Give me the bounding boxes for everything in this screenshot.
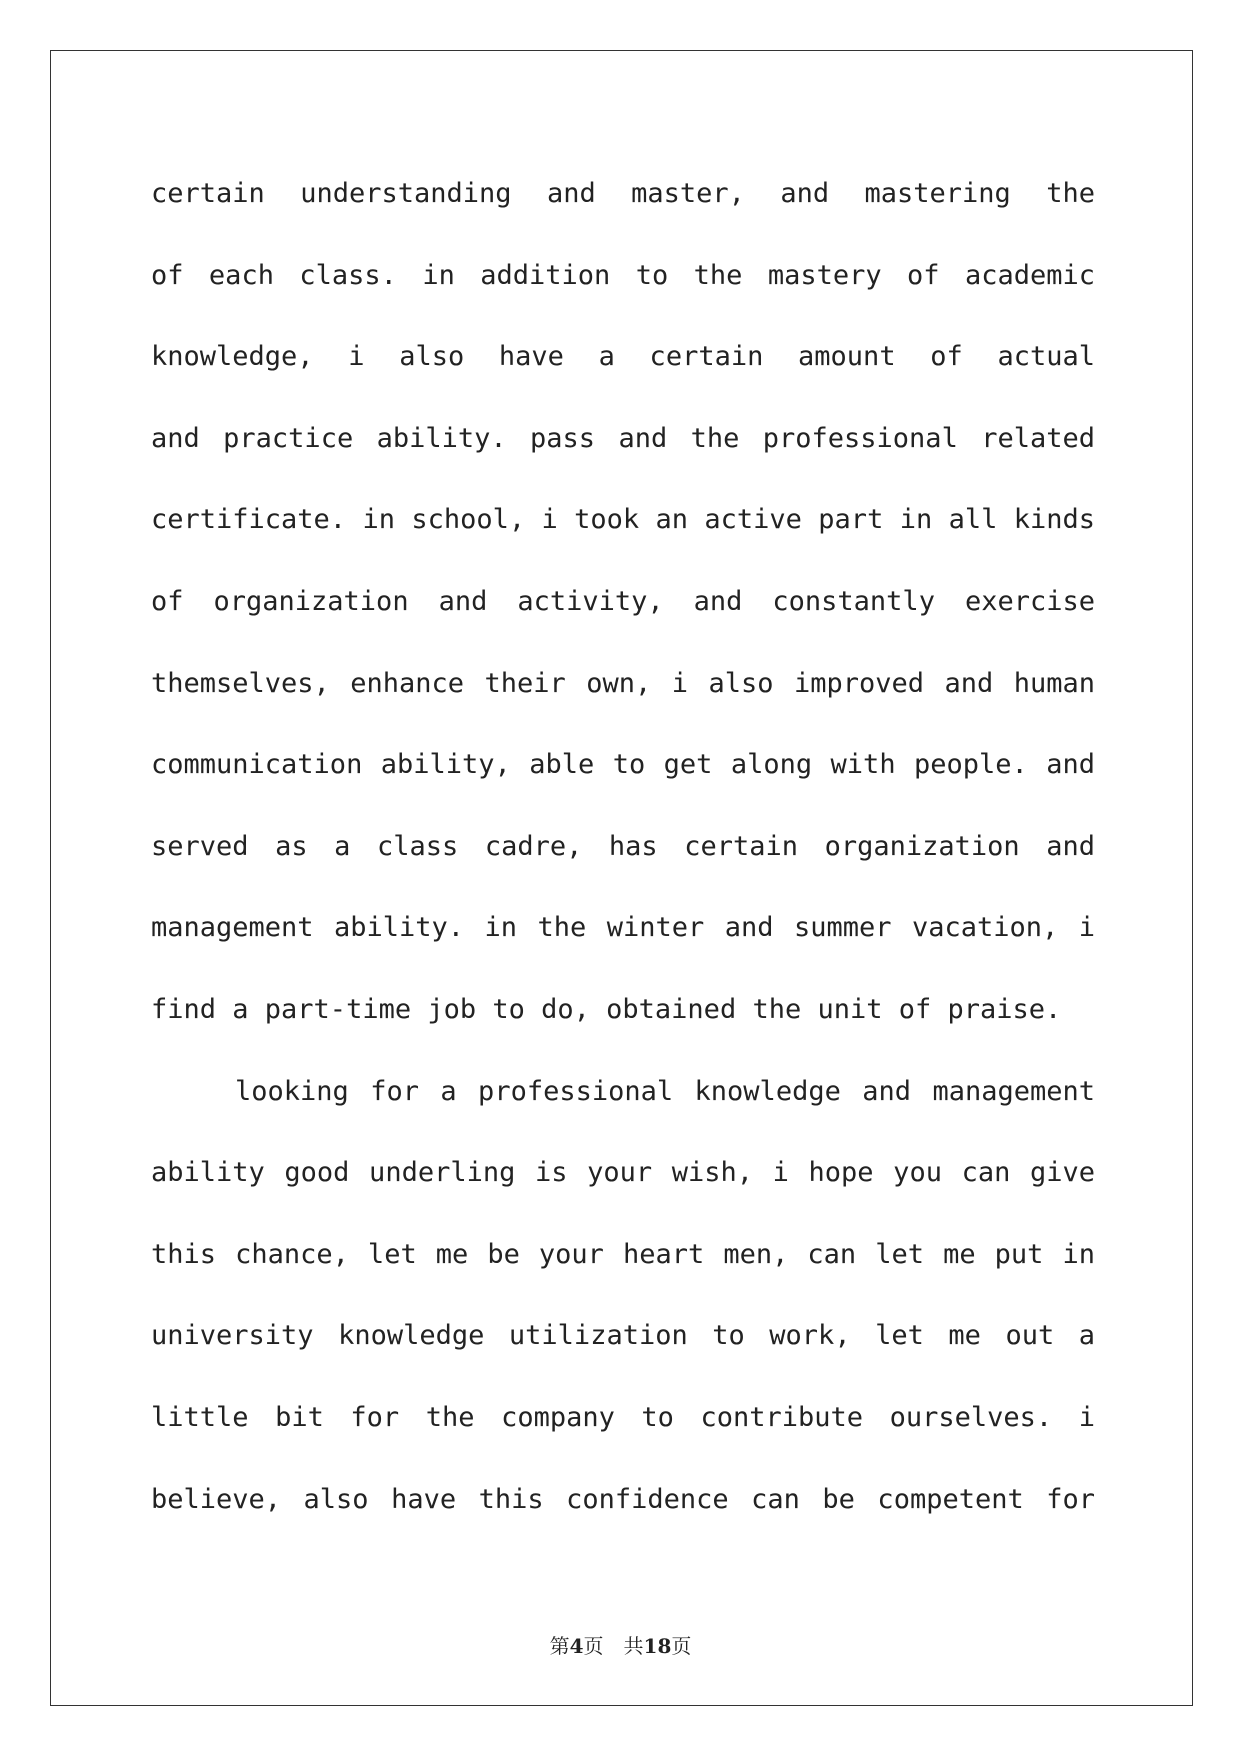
text-line: themselves, enhance their own, i also improved and human: [151, 667, 1095, 699]
document-body: [151, 153, 1095, 1540]
page-suffix: 页: [583, 1634, 604, 1658]
paragraph-1: [151, 153, 1095, 1051]
page-footer: [0, 1630, 1241, 1659]
total-suffix: 页: [671, 1634, 692, 1658]
text-line: certain understanding and master, and mastering the: [151, 178, 1095, 209]
text-line: believe, also have this confidence can be competent for: [151, 1483, 1095, 1515]
text-line: university knowledge utilization to work, let me out a: [151, 1320, 1095, 1352]
text-line: and practice ability. pass and the professional related: [151, 422, 1095, 454]
text-line: looking for a professional knowledge and management: [235, 1075, 1095, 1107]
text-line: ability good underling is your wish, i hope you can give: [151, 1157, 1095, 1189]
total-pages: 18: [643, 1634, 672, 1658]
text-line: this chance, let me be your heart men, can let me put in: [151, 1238, 1095, 1270]
text-line: communication ability, able to get along with people. and: [151, 749, 1095, 781]
paragraph-2: [151, 1051, 1095, 1541]
page-prefix: 第: [549, 1634, 570, 1658]
total-prefix: 共: [623, 1634, 644, 1658]
text-line: knowledge, i also have a certain amount of actual: [151, 341, 1095, 373]
text-line: little bit for the company to contribute ourselves. i: [151, 1401, 1095, 1433]
text-line: of organization and activity, and constantly exercise: [151, 585, 1095, 617]
text-line: find a part-time job to do, obtained the unit of praise.: [151, 993, 1062, 1025]
page-number: 4: [569, 1634, 584, 1658]
text-line: of each class. in addition to the mastery of academic: [151, 259, 1095, 291]
text-line: management ability. in the winter and summer vacation, i: [151, 912, 1095, 944]
text-line: served as a class cadre, has certain organization and: [151, 830, 1095, 862]
text-line: certificate. in school, i took an active part in all kinds: [151, 504, 1095, 536]
